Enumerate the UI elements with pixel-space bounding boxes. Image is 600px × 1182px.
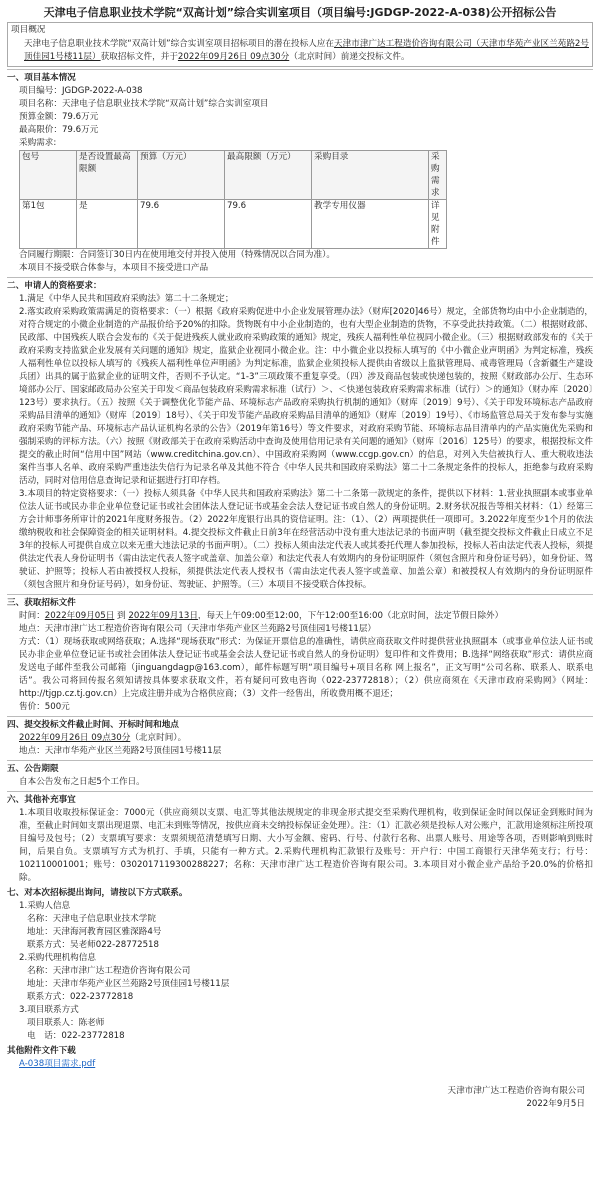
table-header: 最高限额（万元） (225, 151, 312, 200)
divider (7, 594, 593, 595)
section-heading: 四、提交投标文件截止时间、开标时间和地点 (7, 720, 179, 730)
obtain-place: 地点：天津市津广达工程造价咨询有限公司（天津市华苑产业区兰苑路2号顶佳园1号楼11层） (19, 624, 377, 634)
table-header: 采购目录 (312, 151, 429, 200)
overview-text (8, 38, 592, 66)
section-qualifications (7, 280, 593, 592)
document-price: 售价：500元 (19, 702, 70, 712)
section-attachments (7, 1045, 593, 1071)
deadline-place: 地点：天津市华苑产业区兰苑路2号顶佳园1号楼11层 (19, 746, 222, 756)
section-heading: 六、其他补充事宜 (7, 795, 76, 805)
needs-label: 采购需求: (19, 138, 57, 148)
consortium-note: 本项目不接受联合体参与，本项目不接受进口产品 (19, 263, 209, 273)
table-cell: 79.6 (225, 200, 312, 249)
deadline-datetime: 2022年09月26日 09点30分 (19, 733, 131, 743)
agency-name: 名称：天津市津广达工程造价咨询有限公司 (27, 966, 191, 976)
obtain-hours: ，每天上午09:00至12:00，下午12:00至16:00（北京时间，法定节假日除外） (197, 611, 504, 621)
section-heading: 五、公告期限 (7, 764, 59, 774)
section-contact (7, 887, 593, 1043)
overview-deadline: 2022年09月26日 09点30分 (177, 52, 290, 62)
section-obtain-documents (7, 597, 593, 714)
table-header: 包号 (20, 151, 77, 200)
qualification-3: 3.本项目的特定资格要求：（一）投标人须具备《中华人民共和国政府采购法》第二十二条第一款规定的条件，提供以下材料：1.营业执照副本或事业单位法人证书或民办非企业单位登记证书或社会团体法人登记证书或基金会法人登记证书或自然人的身份证明。2.财务状况报告等相关材料：（1）经第三方会计师事务所审计的2021年度财务报告。（2）2022年度银行出具的资信证明。注：（1）、（2）两项提供任一项即可。3.2022年度至少1个月的依法缴纳税收和社会保障资金的相关证明材料。4.提交投标文件截止日前3年在经营活动中没有重大违法记录的书面声明（截至提交投标文件截止日成立不足3年的投标人可提供自成立以来无重大违法记录的书面声明）。（二）投标人须由法定代表人或其委托代理人参加投标，投标人若由法定代表人投标，须提供法定代表人身份证明书（需由法定代表人签字或盖章、加盖公章）和法定代表人有效期内的身份证明原件（须包含照片和身份证号码），如身份证、驾驶证、护照等；投标人若由被授权人投标，须提供法定代表人授权书（需由法定代表人签字或盖章、加盖公章）和被授权人有效期内的身份证明原件（须包含照片和身份证号码），如身份证、驾驶证、护照等。（三）本项目不接受联合体投标。 (19, 489, 593, 590)
table-cell: 第1包 (20, 200, 77, 249)
obtain-to: 到 (114, 611, 129, 621)
agency-heading: 2.采购代理机构信息 (19, 953, 96, 963)
budget-amount: 预算金额：79.6万元 (19, 112, 99, 122)
table-cell: 教学专用仪器 (312, 200, 429, 249)
table-cell: 79.6 (138, 200, 225, 249)
section-heading: 七、对本次招标提出询问，请按以下方式联系。 (7, 888, 188, 898)
table-header: 是否设置最高限额 (77, 151, 138, 200)
project-contact-name: 项目联系人：陈老师 (27, 1018, 105, 1028)
buyer-address: 地址：天津海河教育园区雅深路4号 (27, 927, 162, 937)
attachment-link[interactable]: A-038项目需求.pdf (19, 1059, 96, 1069)
notice-period-text: 自本公告发布之日起5个工作日。 (19, 777, 145, 787)
section-heading: 三、获取招标文件 (7, 598, 76, 608)
overview-text-c: 获取招标文件，并于 (100, 52, 178, 62)
section-heading: 一、项目基本情况 (7, 73, 76, 83)
divider (7, 716, 593, 717)
table-row (20, 200, 447, 249)
footer-date: 2022年9月5日 (526, 1099, 585, 1109)
project-number: 项目编号：JGDGP-2022-A-038 (19, 86, 143, 96)
project-overview-box (7, 22, 593, 67)
agency-address: 地址：天津市华苑产业区兰苑路2号顶佳园1号楼11层 (27, 979, 230, 989)
obtain-time-label: 时间： (19, 611, 45, 621)
buyer-contact: 联系方式：吴老师022-28772518 (27, 940, 159, 950)
table-cell: 详见附件 (429, 200, 447, 249)
announcement-page (7, 0, 593, 1111)
attachments-heading: 其他附件文件下载 (7, 1046, 76, 1056)
section-other-matters (7, 794, 593, 885)
project-contact-heading: 3.项目联系方式 (19, 1005, 79, 1015)
obtain-method: 方式：（1）现场获取或网络获取；A.选择“现场获取”形式：为保证开票信息的准确性，请供应商获取文件时提供营业执照副本（或事业单位法人证书或民办非企业单位登记证书或社会团体法人登记证书或基金会法人登记证书或自然人的身份证明）复印件和文件费用；B.选择“网络获取”形式：请供应商发送电子邮件至我公司邮箱（jinguangdagp@163.com），邮件标题写明“项目编号+项目名称 网上报名”，正文写明“公司名称、联系人、联系电话”。我公司将回传报名须知请按具体要求获取文件，若有疑问可致电咨询（022-23772818）；（2）供应商须在《天津市政府采购网》（网址：http://tjgp.cz.tj.gov.cn）上完成注册并成为合格供应商；（3）文件一经售出，所收费用概不退还； (19, 637, 593, 699)
qualification-2: 2.落实政府采购政策需满足的资格要求：（一）根据《政府采购促进中小企业发展管理办法》（财库[2020]46号）规定，全部货物均由中小企业制造的，对符合规定的小微企业制造的产品报价给予20%的扣除。货物既有中小企业制造的，也有大型企业制造的货物，不享受此扶持政策。（二）根据财政部、民政部、中国残疾人联合会发布的《关于促进残疾人就业政府采购政策的通知》规定，残疾人福利性单位视同小微企业。（三）根据财政部发布的《关于政府采购支持监狱企业发展有关问题的通知》规定，监狱企业视同小微企业。注：中小微企业以投标人填写的《中小微企业声明函》为判定标准，残疾人福利性单位以投标人填写的《残疾人福利性单位声明函》为判定标准，监狱企业须投标人提供由省级以上监狱管理局、戒毒管理局（含新疆生产建设兵团）出具的属于监狱企业的证明文件，否则不予认定。“1-3”三项政策不重复享受。（四）涉及商品包装或快递包装的，按照《财政部办公厅、生态环境部办公厅、国家邮政局办公室关于印发＜商品包装政府采购需求标准（试行）＞、＜快递包装政府采购需求标准（试行）＞的通知》（财办库〔2020〕123号）要求执行。（五）按照《关于调整优化节能产品、环境标志产品政府采购执行机制的通知》（财库〔2019〕9号）、《关于印发环境标志产品政府采购品目清单的通知》（财库〔2019〕18号）、《关于印发节能产品政府采购品目清单的通知》（财库〔2019〕19号）、《市场监管总局关于发布参与实施政府采购节能产品、环境标志产品认证机构名录的公告》（2019年第16号）等文件要求，对政府采购节能、环境标志品目清单内的产品实施优先采购和强制采购的评标方法。（六）按照《财政部关于在政府采购活动中查询及使用信用记录有关问题的通知》（财库〔2016〕125号）的要求，根据投标文件提交的截止时间“信用中国”网站（www.creditchina.gov.cn）、中国政府采购网（www.ccgp.gov.cn）的信息，对列入失信被执行人、重大税收违法案件当事人名单、政府采购严重违法失信行为记录名单及其他不符合《中华人民共和国政府采购法》第二十二条规定条件的投标人，拒绝参与政府采购活动，同时对信用信息查询记录和证据进行打印存档。 (19, 307, 593, 486)
overview-text-e: （北京时间）前递交投标文件。 (289, 52, 410, 62)
overview-heading: 项目概况 (11, 25, 46, 35)
section-heading: 二、申请人的资格要求： (7, 281, 102, 291)
section-basic-info (7, 72, 593, 275)
project-contact-phone: 电 话：022-23772818 (27, 1031, 125, 1041)
overview-pickup-place: 天津市津广达工程造价咨询有限公司（天津市华苑产业区兰苑路2号顶佳园1号楼11层） (24, 39, 589, 62)
divider (7, 791, 593, 792)
table-cell: 是 (77, 200, 138, 249)
divider (7, 69, 593, 70)
max-price: 最高限价：79.6万元 (19, 125, 99, 135)
footer (7, 1085, 593, 1111)
section-notice-period (7, 763, 593, 789)
deadline-time (7, 732, 593, 745)
overview-text-a: 天津电子信息职业技术学院“双高计划”综合实训室项目招标项目的潜在投标人应在 (24, 39, 335, 49)
other-matters-text: 1.本项目收取投标保证金：7000元（供应商须以支票、电汇等其他法规规定的非现金形式提交至采购代理机构，收到保证金时间以保证金到账时间为准，至截止时间如支票出现退票、电汇未到账等情况，按供应商未交纳投标保证金处理）。注：（1）汇款必须是投标人对公账户，汇款用途须标注所投项目编号及包号；（2）支票填写要求：支票须规范清楚填写日期、大小写金额、密码、行号、付款行名称、出票人账号、用途等各项，否则影响到账时间，后果自负。支票填写方式为机打、手填，只能有一种方式。2.采购代理机构汇款银行及账号：开户行：中国工商银行天津华苑支行；行号：102110001001；账号：0302017119300288227；名称：天津市津广达工程造价咨询有限公司。3.本项目对小微企业产品给予20.0%的价格扣除。 (19, 808, 593, 883)
divider (7, 277, 593, 278)
qualification-1: 1.满足《中华人民共和国政府采购法》第二十二条规定； (19, 294, 234, 304)
buyer-name: 名称：天津电子信息职业技术学院 (27, 914, 156, 924)
agency-contact: 联系方式：022-23772818 (27, 992, 134, 1002)
table-header: 预算（万元） (138, 151, 225, 200)
table-header: 采购需求 (429, 151, 447, 200)
footer-org: 天津市津广达工程造价咨询有限公司 (447, 1086, 585, 1096)
divider (7, 760, 593, 761)
page-title: 天津电子信息职业技术学院“双高计划”综合实训室项目（项目编号:JGDGP-2022-A-038)公开招标公告 (43, 6, 557, 19)
buyer-heading: 1.采购人信息 (19, 901, 71, 911)
obtain-end-date: 2022年09月13日 (128, 611, 198, 621)
project-name: 项目名称：天津电子信息职业技术学院“双高计划”综合实训室项目 (19, 99, 269, 109)
section-deadline (7, 719, 593, 758)
obtain-start-date: 2022年09月05日 (44, 611, 115, 621)
deadline-suffix: （北京时间）。 (130, 733, 187, 743)
obtain-time (7, 610, 593, 623)
contract-term: 合同履行期限：合同签订30日内在使用地交付并投入使用（特殊情况以合同为准）。 (19, 250, 336, 260)
requirements-table (19, 150, 447, 249)
